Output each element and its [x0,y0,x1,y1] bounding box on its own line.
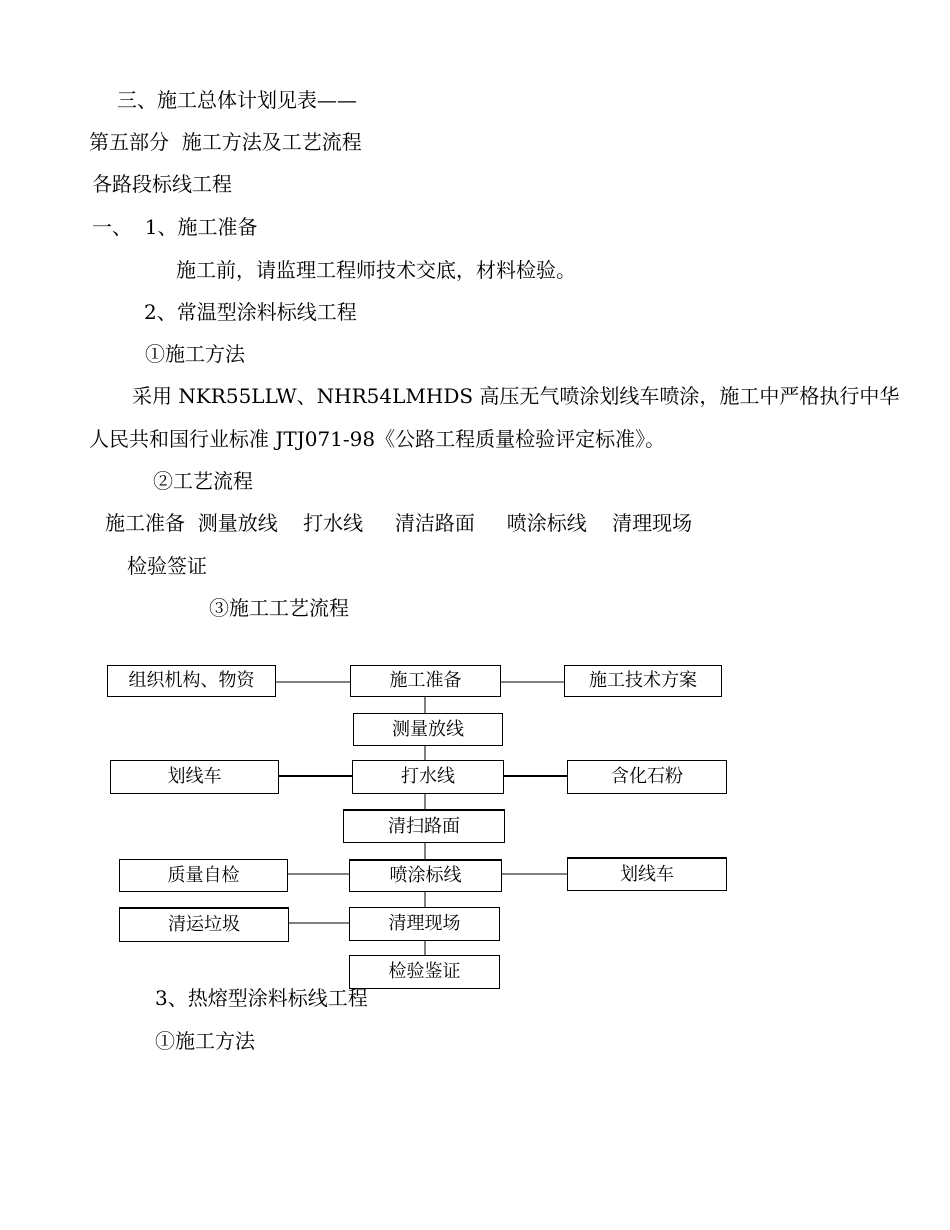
flow-box-spray: 喷涂标线 [349,859,502,892]
flow-box-marking-truck-left: 划线车 [110,760,279,794]
flow-box-cleanup: 清理现场 [349,907,500,941]
heading-normal-temp-paint: 2、常温型涂料标线工程 [144,300,357,324]
flow-box-prep: 施工准备 [350,665,501,697]
heading-method-3: ①施工方法 [155,1029,255,1053]
flow-box-sweep: 清扫路面 [343,809,505,843]
heading-thermal-paint: 3、热熔型涂料标线工程 [155,986,368,1010]
flow-box-tech-plan: 施工技术方案 [564,665,722,697]
flow-box-inspection: 检验鉴证 [349,955,500,989]
process-steps-line: 施工准备 测量放线 打水线 清洁路面 喷涂标线 清理现场 [105,511,693,535]
flow-box-stone-powder: 含化石粉 [567,760,727,794]
flow-box-organization: 组织机构、物资 [107,665,276,697]
paragraph-prep: 施工前，请监理工程师技术交底，材料检验。 [176,258,576,282]
flow-box-water-line: 打水线 [352,760,504,794]
heading-marking-works: 各路段标线工程 [92,172,232,196]
flow-box-waste: 清运垃圾 [119,907,289,942]
flow-box-self-check: 质量自检 [119,859,288,892]
line-plan-table: 三、施工总体计划见表—— [117,88,357,112]
heading-method-1: ①施工方法 [145,342,245,366]
flow-box-survey: 测量放线 [353,713,503,746]
heading-construction-prep: 一、 1、施工准备 [92,215,258,239]
heading-process-flow: ②工艺流程 [153,469,253,493]
paragraph-method-line2: 人民共和国行业标准 JTJ071-98《公路工程质量检验评定标准》。 [89,427,666,451]
process-steps-last: 检验签证 [127,554,207,578]
paragraph-method-line1: 采用 NKR55LLW、NHR54LMHDS 高压无气喷涂划线车喷涂，施工中严格执行中华 [132,384,900,408]
flow-box-marking-truck-right: 划线车 [567,857,727,891]
heading-construction-flow: ③施工工艺流程 [209,596,349,620]
section-title-part5: 第五部分 施工方法及工艺流程 [89,130,362,154]
